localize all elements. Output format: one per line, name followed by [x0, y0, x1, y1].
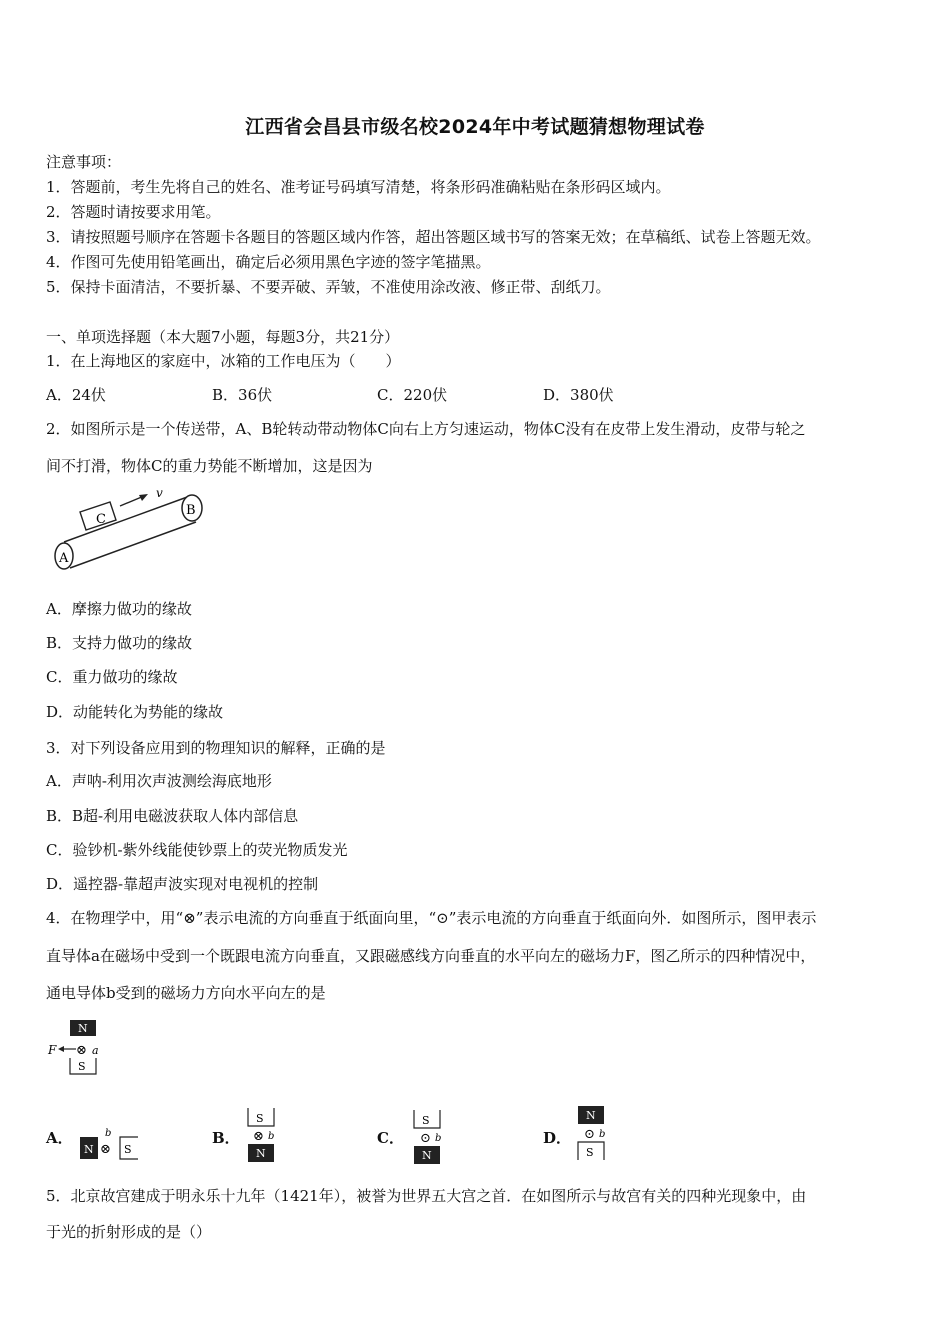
q2-option-b: B．支持力做功的缘故 [46, 634, 193, 652]
svg-text:b: b [435, 1133, 442, 1144]
q4-option-b-figure [244, 1106, 284, 1164]
force-label: F [48, 1043, 57, 1057]
svg-text:⊗: ⊗ [253, 1129, 264, 1144]
question-1-stem: 1．在上海地区的家庭中，冰箱的工作电压为（ ） [46, 352, 401, 370]
svg-text:b: b [599, 1129, 606, 1140]
notice-item: 1．答题前，考生先将自己的姓名、准考证号码填写清楚，将条形码准确粘贴在条形码区域内。 [46, 178, 671, 196]
notice-item: 4．作图可先使用铅笔画出，确定后必须用黑色字迹的签字笔描黑。 [46, 253, 491, 271]
block-c-label: C [96, 512, 106, 527]
question-4-stem-cont: 直导体a在磁场中受到一个既跟电流方向垂直，又跟磁感线方向垂直的水平向左的磁场力F，图乙所示的四种情况中， [46, 947, 816, 965]
question-4-stem-cont: 通电导体b受到的磁场力方向水平向左的是 [46, 984, 326, 1002]
magnet-figure-main [46, 1018, 106, 1078]
page-title: 江西省会昌县市级名校2024年中考试题猜想物理试卷 [245, 116, 705, 138]
svg-text:N: N [256, 1147, 266, 1160]
q2-option-d: D．动能转化为势能的缘故 [46, 703, 224, 721]
q4-option-d-label: D． [543, 1129, 572, 1147]
svg-text:N: N [78, 1022, 88, 1035]
wheel-a-label: A [59, 551, 69, 566]
question-4-stem: 4．在物理学中，用“⊗”表示电流的方向垂直于纸面向里，“⊙”表示电流的方向垂直于纸面向外．如图所示，图甲表示 [46, 909, 817, 927]
notice-heading: 注意事项： [46, 153, 122, 171]
svg-text:⊙: ⊙ [584, 1127, 595, 1142]
q4-option-a-label: A． [46, 1129, 73, 1147]
q4-option-d-figure [574, 1104, 614, 1162]
q1-option-a: A．24伏 [46, 386, 106, 404]
q2-option-a: A．摩擦力做功的缘故 [46, 600, 192, 618]
wheel-b-label: B [186, 503, 196, 518]
notice-item: 3．请按照题号顺序在答题卡各题目的答题区域内作答，超出答题区域书写的答案无效；在草稿纸、试卷上答题无效。 [46, 228, 821, 246]
q4-option-c-label: C． [377, 1129, 404, 1147]
svg-text:S: S [78, 1060, 86, 1073]
question-3-stem: 3．对下列设备应用到的物理知识的解释，正确的是 [46, 739, 386, 757]
q3-option-d: D．遥控器-靠超声波实现对电视机的控制 [46, 875, 319, 893]
q1-option-b: B．36伏 [212, 386, 273, 404]
q3-option-a: A．声呐-利用次声波测绘海底地形 [46, 772, 272, 790]
question-5-stem-cont: 于光的折射形成的是（） [46, 1223, 212, 1241]
svg-text:⊗: ⊗ [100, 1142, 111, 1157]
conveyor-belt-figure [44, 486, 214, 572]
question-2-stem: 2．如图所示是一个传送带，A、B轮转动带动物体C向右上方匀速运动，物体C没有在皮带上发生滑动，皮带与轮之 [46, 420, 806, 438]
svg-text:S: S [124, 1143, 132, 1156]
q2-option-c: C．重力做功的缘故 [46, 668, 178, 686]
wire-symbol: ⊗ [76, 1043, 87, 1058]
svg-text:S: S [586, 1146, 594, 1159]
notice-item: 5．保持卡面清洁，不要折暴、不要弄破、弄皱，不准使用涂改液、修正带、刮纸刀。 [46, 278, 611, 296]
question-5-stem: 5．北京故宫建成于明永乐十九年（1421年），被誉为世界五大宫之首．在如图所示与故宫有关的四种光现象中，由 [46, 1187, 807, 1205]
svg-text:S: S [256, 1112, 264, 1125]
svg-text:b: b [268, 1131, 275, 1142]
svg-text:S: S [422, 1114, 430, 1127]
q4-option-a-figure [78, 1124, 142, 1164]
q4-option-c-figure [410, 1108, 450, 1166]
section-heading: 一、单项选择题（本大题7小题，每题3分，共21分） [46, 328, 400, 346]
svg-text:⊙: ⊙ [420, 1131, 431, 1146]
svg-text:b: b [105, 1128, 112, 1139]
q1-option-c: C．220伏 [377, 386, 448, 404]
q4-option-b-label: B． [212, 1129, 240, 1147]
svg-text:N: N [586, 1109, 596, 1122]
wire-label: a [92, 1044, 99, 1057]
q3-option-c: C．验钞机-紫外线能使钞票上的荧光物质发光 [46, 841, 348, 859]
question-2-stem-cont: 间不打滑，物体C的重力势能不断增加，这是因为 [46, 457, 373, 475]
notice-item: 2．答题时请按要求用笔。 [46, 203, 221, 221]
svg-text:N: N [84, 1143, 94, 1156]
q3-option-b: B．B超-利用电磁波获取人体内部信息 [46, 807, 299, 825]
svg-text:N: N [422, 1149, 432, 1162]
q1-option-d: D．380伏 [543, 386, 614, 404]
velocity-label: v [156, 486, 163, 500]
